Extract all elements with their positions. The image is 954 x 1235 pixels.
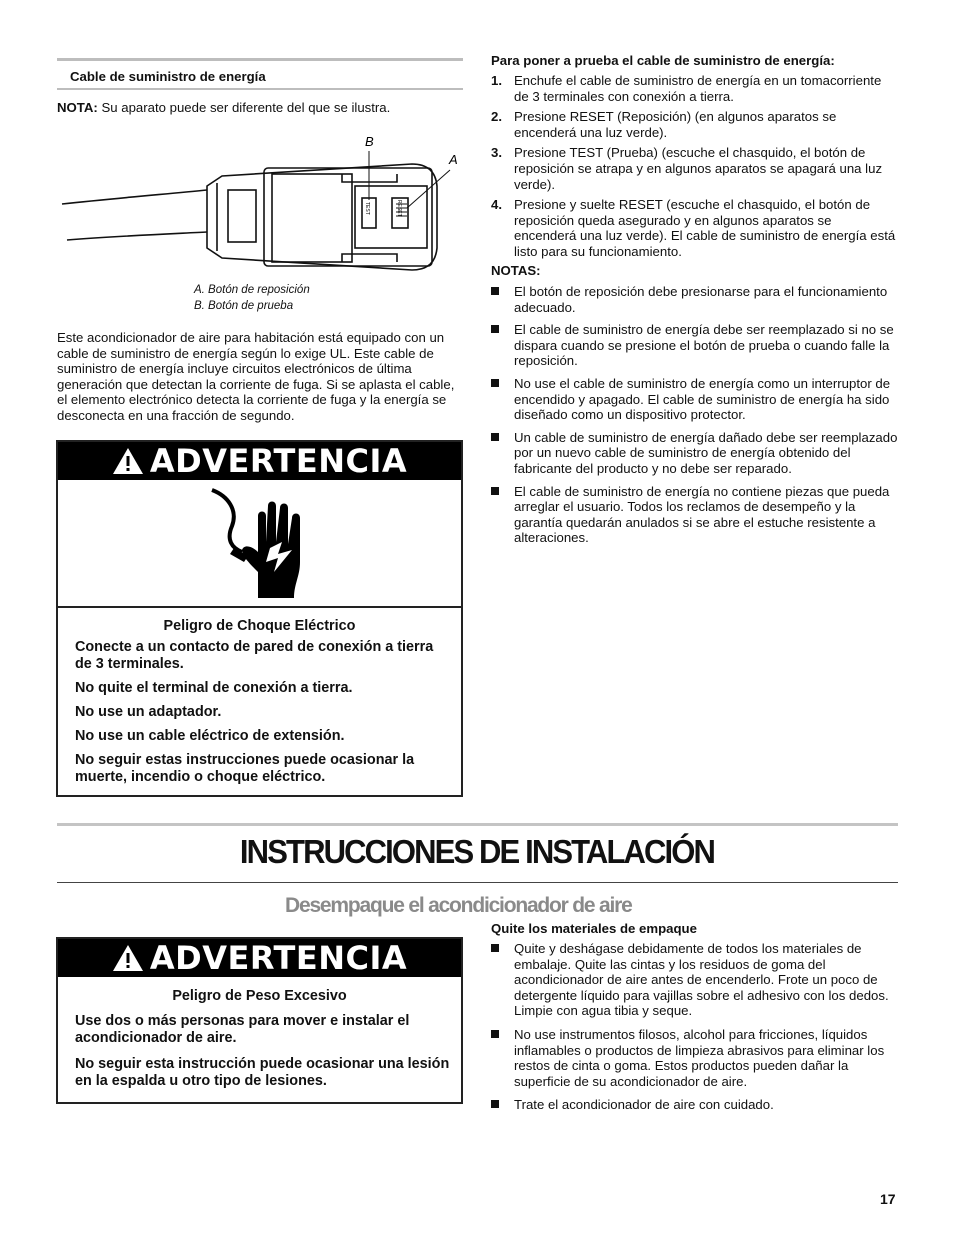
warning1-line: No quite el terminal de conexión a tierra. (75, 680, 353, 696)
warning1-line: No seguir estas instrucciones puede ocasionar la muerte, incendio o choque eléctrico. (75, 752, 415, 785)
bullet-square-icon (491, 1100, 499, 1108)
bullet-square-icon (491, 379, 499, 387)
notes-heading: NOTAS: (491, 263, 541, 278)
list-item (491, 376, 898, 423)
warning-triangle-icon (112, 944, 144, 972)
warning1-body (75, 639, 450, 786)
warning-excess-weight (56, 937, 463, 1104)
step-number: 2. (491, 109, 502, 125)
subtitle: Desempaque el acondicionador de aire (285, 894, 632, 917)
figure-reset-label: RESET (396, 200, 402, 217)
step-text: Presione TEST (Prueba) (escuche el chasquido, el botón de reposición se atrapa y en algunos aparatos se apagará una luz verde). (514, 145, 883, 192)
bullet-square-icon (491, 433, 499, 441)
warning-banner (58, 442, 461, 480)
caption-a: A. Botón de reposición (194, 284, 310, 296)
test-steps (491, 73, 896, 260)
warning-banner (58, 939, 461, 977)
warning1-line: Conecte a un contacto de pared de conexión a tierra de 3 terminales. (75, 639, 434, 672)
step-number: 4. (491, 197, 502, 213)
list-item (491, 484, 898, 546)
test-heading: Para poner a prueba el cable de suministro de energía: (491, 53, 835, 68)
packing-text: No use instrumentos filosos, alcohol para fricciones, líquidos inflamables o productos de limpieza abrasivos para eliminar los restos de cinta o goma. Estos productos pueden dañar la superficie de su acondicionador de aire. (514, 1026, 885, 1089)
warning2-heading: Peligro de Peso Excesivo (172, 988, 347, 1004)
note-text: Su aparato puede ser diferente del que se ilustra. (97, 100, 391, 115)
list-item (491, 284, 898, 315)
warning2-line: No seguir esta instrucción puede ocasionar una lesión en la espalda u otro tipo de lesiones. (75, 1056, 450, 1089)
step-number: 3. (491, 145, 502, 161)
list-item (491, 941, 898, 1019)
list-item (491, 145, 896, 192)
electric-shock-hand-icon (208, 486, 318, 602)
list-item (491, 322, 898, 369)
step-text: Presione y suelte RESET (escuche el chasquido, el botón de reposición queda asegurado y en algunos aparatos se encenderá una luz verde). El cable de suministro de energía está listo para su funcionamiento. (514, 197, 896, 259)
packing-list (491, 941, 898, 1113)
notes-list (491, 284, 898, 546)
page-number: 17 (880, 1191, 896, 1207)
power-cord-figure (57, 128, 467, 278)
note-label: NOTA: (57, 100, 98, 115)
warning-banner-text: ADVERTENCIA (149, 442, 408, 480)
list-item (491, 73, 896, 104)
page-title: INSTRUCCIONES DE INSTALACIÓN (239, 833, 715, 870)
warning2-body (75, 1013, 453, 1090)
figure-test-label: TEST (364, 202, 370, 215)
bullet-square-icon (491, 287, 499, 295)
note-text: El botón de reposición debe presionarse para el funcionamiento adecuado. (514, 284, 888, 315)
figure-caption (194, 282, 310, 314)
note-text: Un cable de suministro de energía dañado debe ser reemplazado por un nuevo cable de suministro de energía obtenido del fabricante del producto y no debe ser reparado. (514, 429, 898, 476)
figure-label-b: B (365, 134, 374, 149)
warning1-heading: Peligro de Choque Eléctrico (163, 618, 356, 634)
note-text: No use el cable de suministro de energía como un interruptor de encendido y apagado. El cable de suministro de energía ha sido diseñado como un dispositivo protector. (514, 375, 891, 423)
section-title: Cable de suministro de energía (70, 69, 266, 84)
bullet-square-icon (491, 1030, 499, 1038)
packing-text: Quite y deshágase debidamente de todos los materiales de embalaje. Quite las cintas y los residuos de goma del acondicionador de aire antes de encenderlo. Frote un poco de detergente líquido para vajillas sobre el adhesivo con los dedos. Limpie con agua tibia y seque. (514, 941, 889, 1019)
list-item (491, 1097, 898, 1113)
shock-image-area (58, 480, 461, 608)
section-divider-bottom (57, 882, 898, 883)
step-text: Presione RESET (Reposición) (en algunos aparatos se encenderá una luz verde). (514, 109, 837, 140)
warning-triangle-icon (112, 447, 144, 475)
section-divider-top (57, 823, 898, 826)
note (57, 100, 467, 116)
step-number: 1. (491, 73, 502, 88)
warning1-line: No use un cable eléctrico de extensión. (75, 728, 345, 744)
caption-b: B. Botón de prueba (194, 300, 294, 312)
warning-electric-shock (56, 440, 463, 797)
warning1-line: No use un adaptador. (75, 704, 222, 720)
note-text: El cable de suministro de energía no contiene piezas que pueda arreglar el usuario. Todos los reclamos de desempeño y la garantía quedarán anulados si se abre el estuche resistente a alteraciones. (514, 483, 890, 546)
packing-text: Trate el acondicionador de aire con cuidado. (514, 1097, 774, 1113)
packing-heading: Quite los materiales de empaque (491, 921, 697, 936)
section-header (57, 58, 463, 90)
list-item (491, 197, 896, 259)
warning-banner-text: ADVERTENCIA (149, 939, 408, 977)
list-item (491, 109, 896, 140)
warning2-line: Use dos o más personas para mover e instalar el acondicionador de aire. (75, 1013, 410, 1046)
figure-label-a: A (449, 152, 458, 167)
list-item (491, 430, 898, 477)
bullet-square-icon (491, 487, 499, 495)
bullet-square-icon (491, 325, 499, 333)
list-item (491, 1027, 898, 1089)
step-text: Enchufe el cable de suministro de energía en un tomacorriente de 3 terminales con conexión a tierra. (514, 73, 882, 104)
intro-paragraph: Este acondicionador de aire para habitación está equipado con un cable de suministro de energía según lo exige UL. Este cable de suministro de energía incluye circuitos electrónicos de última generación que detectan la corriente de fuga. Si se aplasta el cable, el elemento electrónico detecta la corriente de fuga y la energía se desconecta en una fracción de segundo. (57, 330, 455, 423)
note-text: El cable de suministro de energía debe ser reemplazado si no se dispara cuando se presione el botón de prueba o cuando falle la reposición. (514, 322, 894, 369)
bullet-square-icon (491, 944, 499, 952)
